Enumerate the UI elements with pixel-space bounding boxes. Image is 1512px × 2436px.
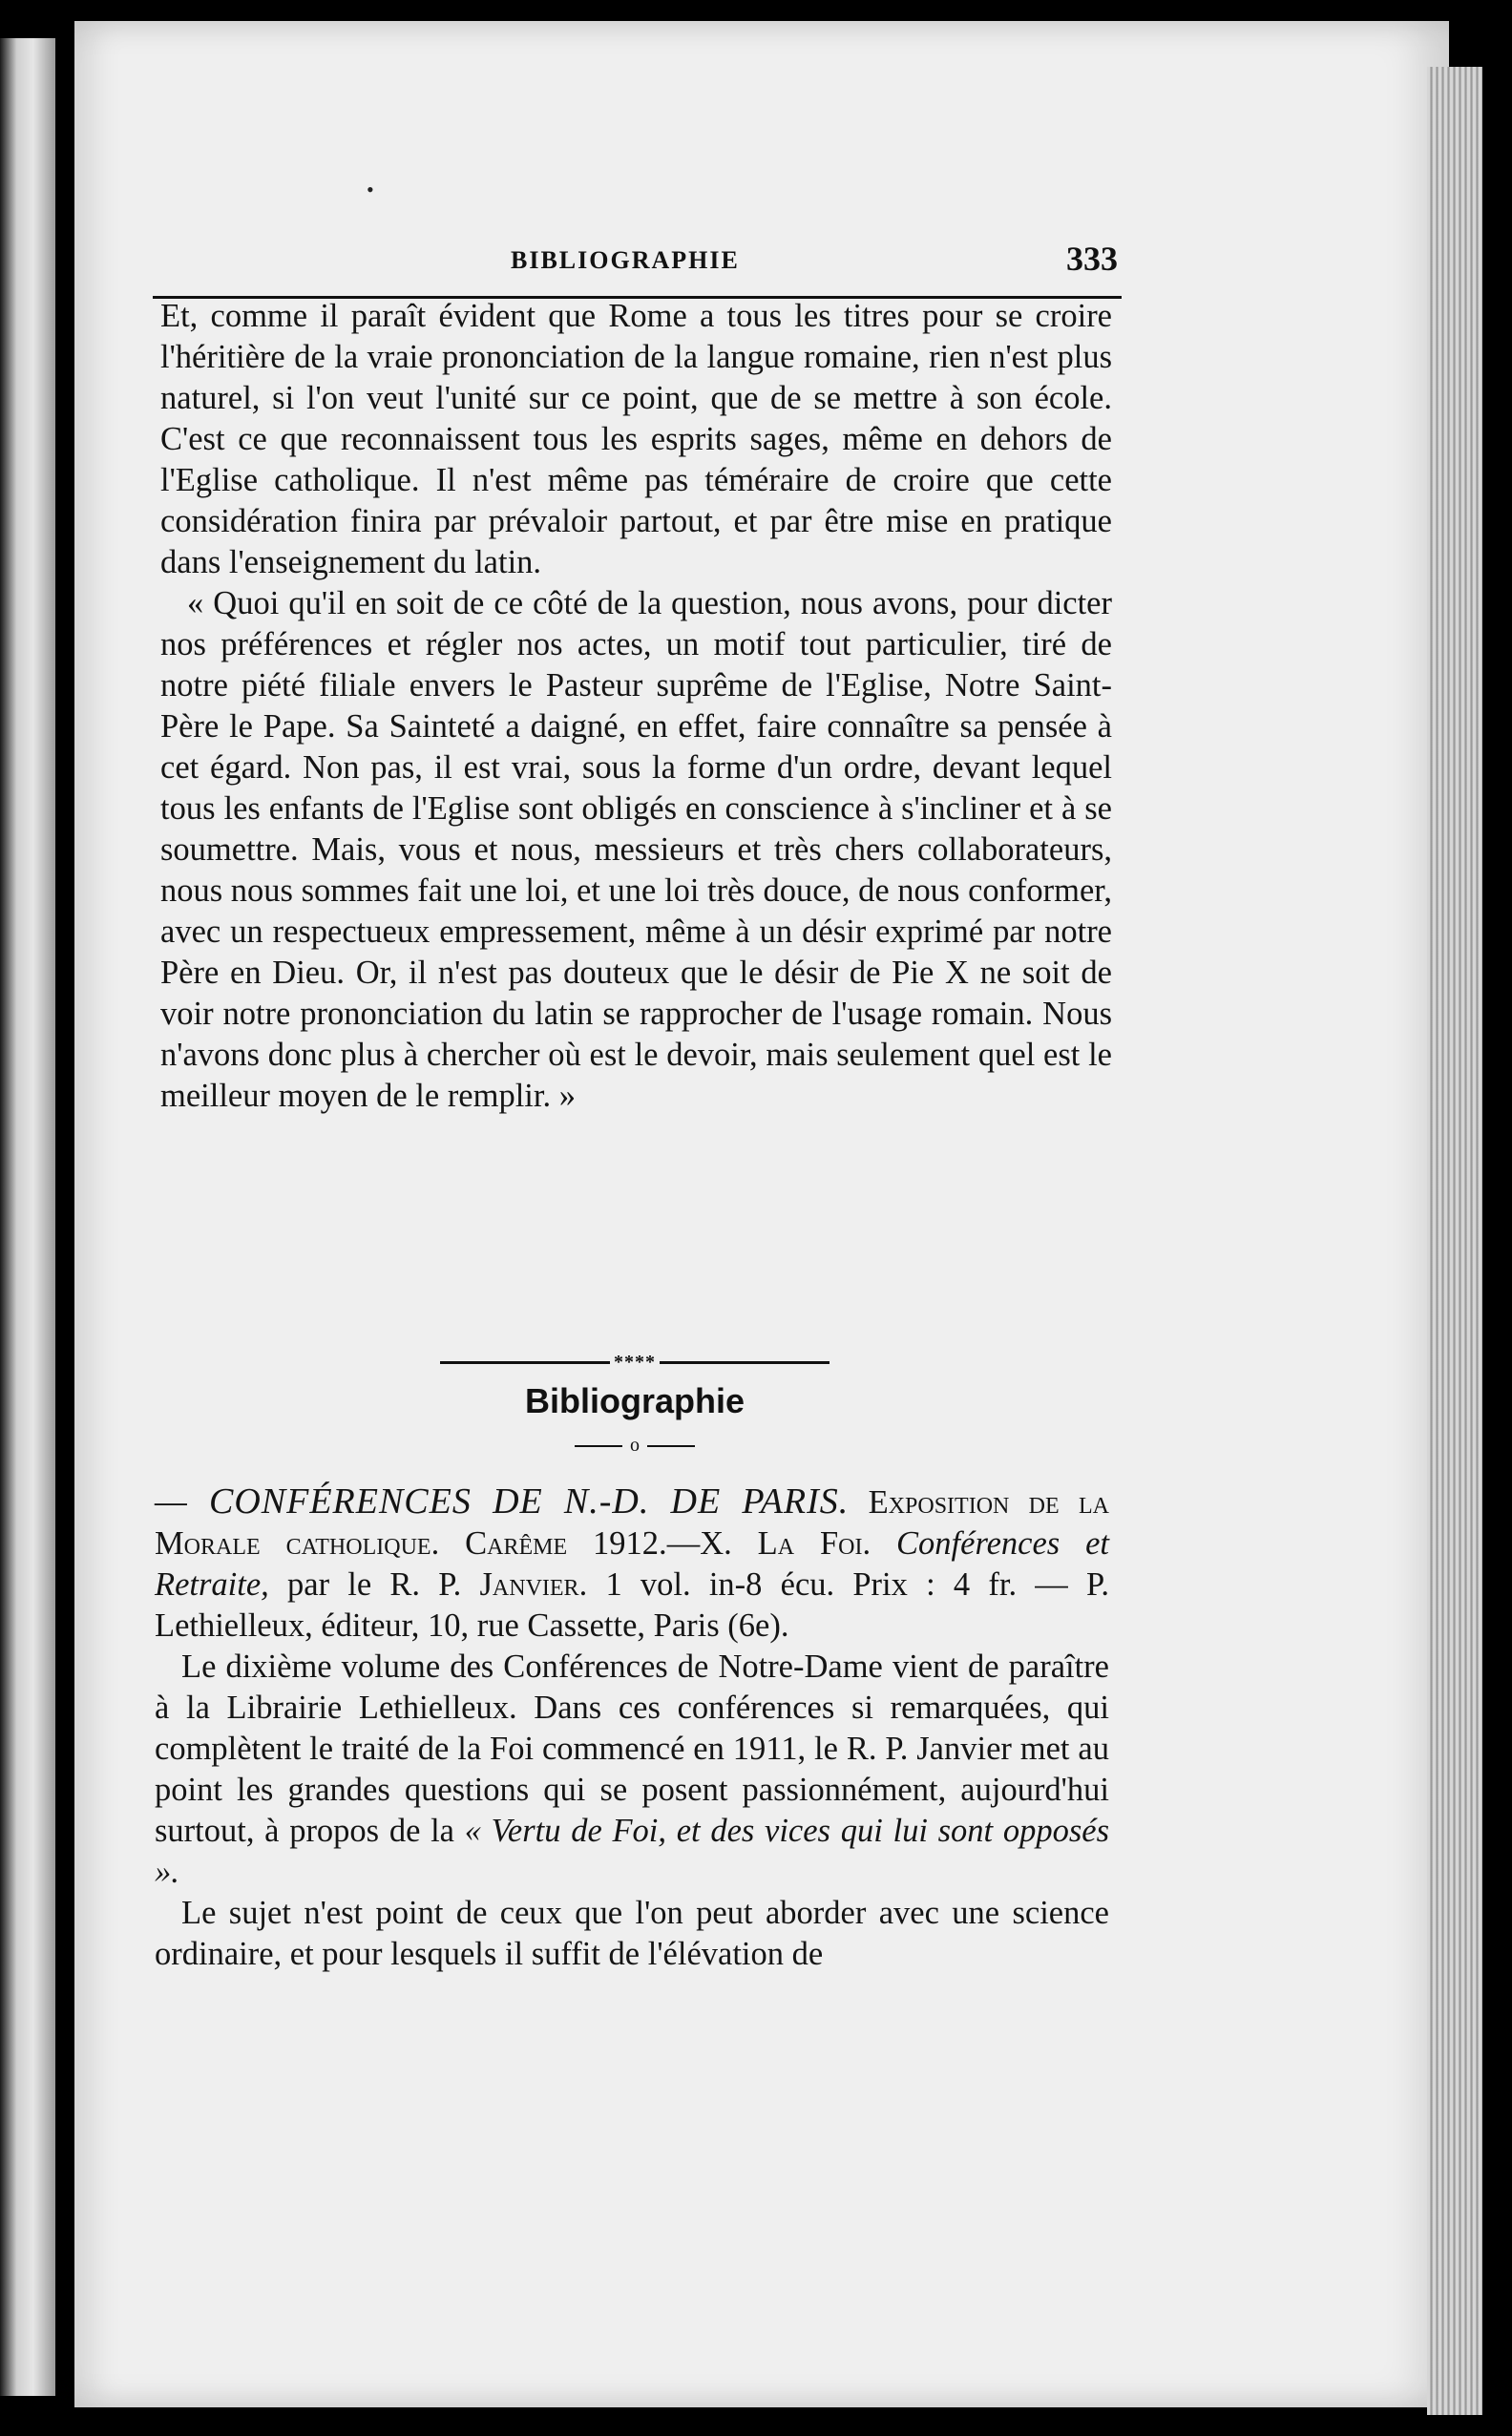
section-title: Bibliographie [524, 1381, 745, 1420]
small-rule-left [575, 1445, 622, 1447]
page-number: 333 [1066, 240, 1118, 278]
stars-ornament: **** [614, 1351, 656, 1373]
entry-title: — CONFÉRENCES DE N.-D. DE PARIS. [155, 1481, 850, 1522]
paragraph-quote: « Quoi qu'il en soit de ce côté de la question, nous avons, pour dicter nos préférences et régler nos actes, un motif tout particulier, tiré de notre piété filiale envers le Pasteur suprême de l'Eglise, Notre Saint-Père le Pape. Sa Sainteté a daigné, en effet, faire connaître sa pensée à cet égard. Non pas, il est vrai, sous la forme d'un ordre, devant lequel tous les enfants de l'Eglise sont obligés en conscience à s'incliner et à se soumettre. Mais, vous et nous, messieurs et très chers collaborateurs, nous nous sommes fait une loi, et une loi très douce, de nous conformer, avec un respectueux empressement, même à un désir exprimé par notre Père en Dieu. Or, il n'est pas douteux que le désir de Pie X ne soit de voir notre prononciation du latin se rapprocher de l'usage romain. Nous n'avons donc plus à chercher où est le devoir, mais seulement quel est le meilleur moyen de le remplir. » [160, 585, 1112, 1114]
paragraph-unity: Et, comme il paraît évident que Rome a tous les titres pour se croire l'héritière de la vraie prononciation de la langue romaine, rien n'est plus naturel, si l'on veut l'unité sur ce point, que de se mettre à son école. C'est ce que reconnaissent tous les esprits sages, même en dehors de l'Eglise catholique. Il n'est même pas téméraire de croire que cette considération finira par prévaloir partout, et par être mise en pratique dans l'enseignement du latin. [160, 298, 1112, 580]
rule-line-right [660, 1361, 830, 1364]
review-paragraph-1-quote: « Vertu de Foi, et des vices qui lui sont opposés ». [155, 1813, 1110, 1890]
page-header [153, 239, 1122, 299]
ink-speck: • [367, 178, 374, 201]
entry-author: Janvier. [479, 1566, 588, 1603]
adjacent-page-edge [0, 38, 55, 2396]
small-rule-right [647, 1445, 695, 1447]
review-paragraph-1 [155, 1647, 1109, 1893]
bibliography-entry [155, 1481, 1109, 1975]
body-text [160, 296, 1112, 1117]
rule-line-left [440, 1361, 610, 1364]
entry-careme: Carême 1912. [465, 1525, 667, 1562]
entry-exposition: Exposition de la Morale catholique. [155, 1484, 1109, 1562]
entry-citation [155, 1481, 1109, 1647]
section-divider [153, 1351, 1117, 1457]
star-rule [153, 1351, 1117, 1374]
review-paragraph-2: Le sujet n'est point de ceux que l'on peut aborder avec une science ordinaire, et pour lesquels il suffit de l'élévation de [155, 1895, 1109, 1972]
small-rule [153, 1435, 1117, 1457]
running-head: BIBLIOGRAPHIE [511, 246, 740, 274]
page-stack-edges [1427, 67, 1482, 2415]
entry-publication-details: 1 vol. in-8 écu. Prix : 4 fr. — P. Lethielleux, éditeur, 10, rue Cassette, Paris (6e). [155, 1566, 1110, 1644]
circle-ornament: o [630, 1435, 640, 1456]
entry-author-prefix: par le R. P. [287, 1566, 462, 1603]
entry-volume: —X. La Foi. [666, 1525, 872, 1562]
entry-subtitle: Conférences et Retraite, [155, 1525, 1110, 1603]
review-paragraph-1-text: Le dixième volume des Conférences de Notre-Dame vient de paraître à la Librairie Lethielleux. Dans ces conférences si remarquées, qui complètent le traité de la Foi commencé en 1911, le R. P. Janvier met au point les grandes questions qui se posent passionnément, aujourd'hui surtout, à propos de la [155, 1648, 1109, 1849]
